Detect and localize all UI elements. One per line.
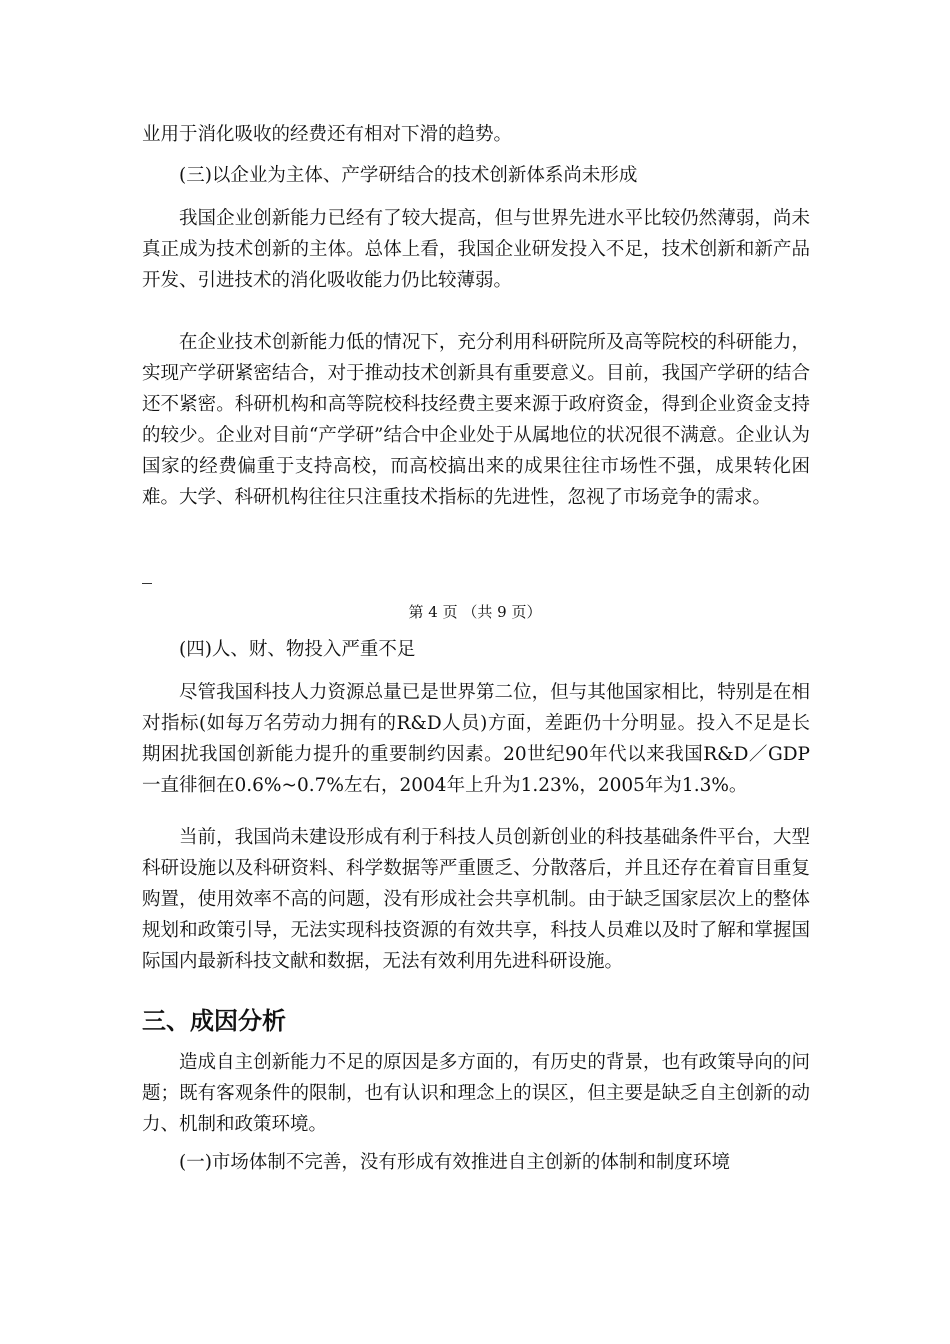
subheading-three: (三)以企业为主体、产学研结合的技术创新体系尚未形成	[179, 165, 638, 186]
subheading-one: (一)市场体制不完善，没有形成有效推进自主创新的体制和制度环境	[179, 1152, 730, 1173]
paragraph-infrastructure: 当前，我国尚未建设形成有利于科技人员创新创业的科技基础条件平台，大型科研设施以及科研资料、科学数据等严重匮乏、分散落后，并且还存在着盲目重复购置，使用效率不高的问题，没有形成社会共享机制。由于缺乏国家层次上的整体规划和政策引导，无法实现科技资源的有效共享，科技人员难以及时了解和掌握国际国内最新科技文献和数据，无法有效利用先进科研设施。	[142, 827, 810, 972]
paragraph-industry-academia: 在企业技术创新能力低的情况下，充分利用科研院所及高等院校的科研能力，实现产学研紧密结合，对于推动技术创新具有重要意义。目前，我国产学研的结合还不紧密。科研机构和高等院校科技经费主要来源于政府资金，得到企业资金支持的较少。企业对目前“产学研”结合中企业处于从属地位的状况很不满意。企业认为国家的经费偏重于支持高校，而高校搞出来的成果往往市场性不强，成果转化困难。大学、科研机构往往只注重技术指标的先进性，忽视了市场竞争的需求。	[142, 332, 810, 508]
subheading-four: (四)人、财、物投入严重不足	[179, 639, 416, 660]
paragraph-continuation: 业用于消化吸收的经费还有相对下滑的趋势。	[142, 124, 513, 145]
footer-rule	[142, 583, 152, 584]
page-footer: 第 4 页 （共 9 页）	[408, 603, 542, 621]
paragraph-causes: 造成自主创新能力不足的原因是多方面的，有历史的背景，也有政策导向的问题；既有客观条件的限制，也有认识和理念上的误区，但主要是缺乏自主创新的动力、机制和政策环境。	[142, 1052, 810, 1135]
paragraph-enterprise-capability: 我国企业创新能力已经有了较大提高，但与世界先进水平比较仍然薄弱，尚未真正成为技术创新的主体。总体上看，我国企业研发投入不足，技术创新和新产品开发、引进技术的消化吸收能力仍比较薄弱。	[142, 208, 810, 291]
section-heading: 三、成因分析	[142, 1007, 286, 1035]
paragraph-investment: 尽管我国科技人力资源总量已是世界第二位，但与其他国家相比，特别是在相对指标(如每万名劳动力拥有的R&D人员)方面，差距仍十分明显。投入不足是长期困扰我国创新能力提升的重要制约因素。20世纪90年代以来我国R&D／GDP一直徘徊在0.6%~0.7%左右，2004年上升为1.23%，2005年为1.3%。	[142, 682, 810, 796]
